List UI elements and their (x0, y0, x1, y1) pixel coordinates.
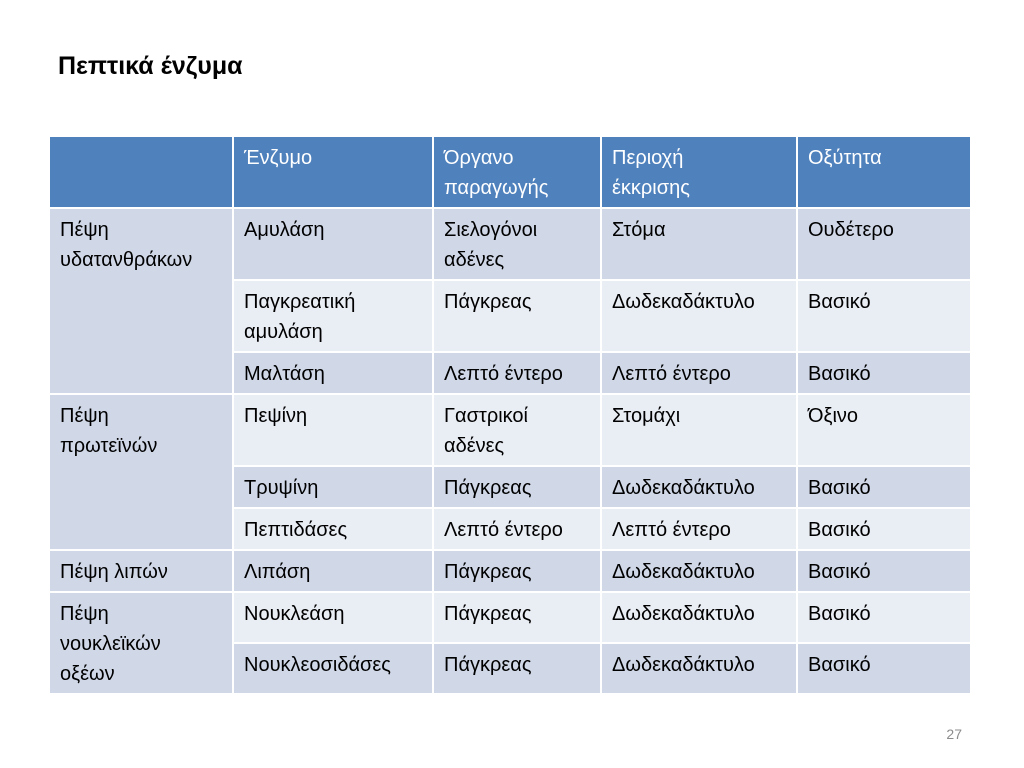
cell-enzyme: Νουκλεάση (233, 592, 433, 643)
cell-enzyme: Αμυλάση (233, 208, 433, 280)
cell-production-organ: Λεπτό έντερο (433, 508, 601, 550)
cell-production-organ: Γαστρικοί αδένες (433, 394, 601, 466)
cell-enzyme: Τρυψίνη (233, 466, 433, 508)
table-body (49, 208, 971, 694)
cell-enzyme: Μαλτάση (233, 352, 433, 394)
cell-secretion-area: Δωδεκαδάκτυλο (601, 592, 797, 643)
cell-enzyme: Πεψίνη (233, 394, 433, 466)
table-row (49, 208, 971, 280)
cell-secretion-area: Δωδεκαδάκτυλο (601, 466, 797, 508)
enzyme-table (48, 135, 972, 695)
cell-secretion-area: Δωδεκαδάκτυλο (601, 643, 797, 694)
group-cell-nucleic-acids: Πέψη νουκλεϊκών οξέων (49, 592, 233, 694)
cell-acidity: Βασικό (797, 643, 971, 694)
cell-enzyme: Παγκρεατική αμυλάση (233, 280, 433, 352)
header-cell-production-organ: Όργανο παραγωγής (433, 136, 601, 208)
header-cell-enzyme: Ένζυμο (233, 136, 433, 208)
cell-secretion-area: Δωδεκαδάκτυλο (601, 550, 797, 592)
cell-acidity: Όξινο (797, 394, 971, 466)
table-row (49, 592, 971, 643)
cell-production-organ: Σιελογόνοι αδένες (433, 208, 601, 280)
cell-production-organ: Λεπτό έντερο (433, 352, 601, 394)
cell-production-organ: Πάγκρεας (433, 550, 601, 592)
cell-acidity: Βασικό (797, 508, 971, 550)
group-cell-proteins: Πέψη πρωτεϊνών (49, 394, 233, 550)
cell-production-organ: Πάγκρεας (433, 466, 601, 508)
cell-secretion-area: Λεπτό έντερο (601, 352, 797, 394)
header-cell-acidity: Οξύτητα (797, 136, 971, 208)
cell-secretion-area: Δωδεκαδάκτυλο (601, 280, 797, 352)
cell-production-organ: Πάγκρεας (433, 592, 601, 643)
group-cell-lipids: Πέψη λιπών (49, 550, 233, 592)
cell-secretion-area: Στομάχι (601, 394, 797, 466)
header-row (49, 136, 971, 208)
cell-acidity: Βασικό (797, 592, 971, 643)
cell-enzyme: Νουκλεοσιδάσες (233, 643, 433, 694)
table-row (49, 394, 971, 466)
group-cell-carbohydrates: Πέψη υδατανθράκων (49, 208, 233, 394)
cell-secretion-area: Λεπτό έντερο (601, 508, 797, 550)
page-number: 27 (946, 726, 962, 742)
header-cell-category (49, 136, 233, 208)
cell-acidity: Βασικό (797, 466, 971, 508)
cell-acidity: Ουδέτερο (797, 208, 971, 280)
header-cell-secretion-area: Περιοχή έκκρισης (601, 136, 797, 208)
cell-enzyme: Λιπάση (233, 550, 433, 592)
table-row (49, 550, 971, 592)
cell-acidity: Βασικό (797, 352, 971, 394)
cell-secretion-area: Στόμα (601, 208, 797, 280)
cell-acidity: Βασικό (797, 280, 971, 352)
cell-production-organ: Πάγκρεας (433, 280, 601, 352)
cell-production-organ: Πάγκρεας (433, 643, 601, 694)
slide-title: Πεπτικά ένζυμα (58, 52, 243, 80)
cell-enzyme: Πεπτιδάσες (233, 508, 433, 550)
table-header (49, 136, 971, 208)
cell-acidity: Βασικό (797, 550, 971, 592)
